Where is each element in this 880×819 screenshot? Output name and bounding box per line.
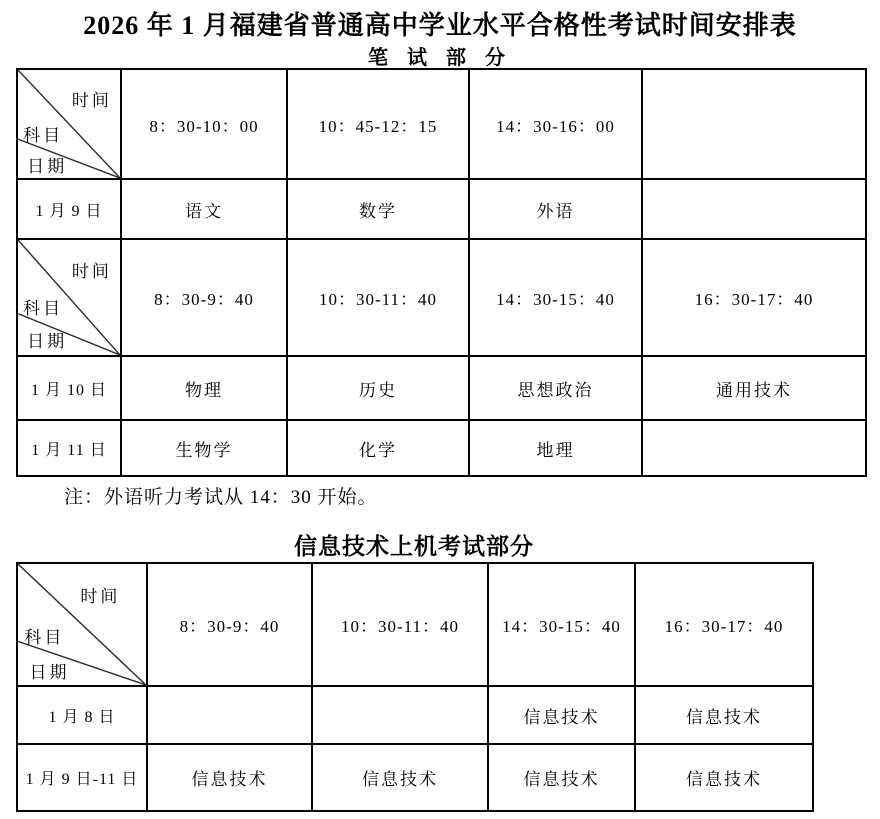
it-subject-cell: 信息技术 (312, 744, 488, 811)
it-subject-cell: 信息技术 (635, 686, 813, 744)
written-subject-cell: 思想政治 (469, 356, 642, 420)
written-time-slot-empty (642, 69, 866, 179)
it-time-slot: 10：30-11：40 (312, 563, 488, 686)
written-time-slot: 16：30-17：40 (642, 239, 866, 356)
it-subject-cell: 信息技术 (488, 744, 635, 811)
written-subject-cell-empty (642, 420, 866, 476)
written-day-row (17, 179, 866, 239)
it-subject-cell: 信息技术 (635, 744, 813, 811)
written-time-slot: 10：30-11：40 (287, 239, 469, 356)
written-header-row-2 (17, 239, 866, 356)
corner-label-date: 日期 (27, 157, 68, 177)
written-subject-cell: 化学 (287, 420, 469, 476)
it-time-slot: 8：30-9：40 (147, 563, 312, 686)
it-day-row (17, 686, 813, 744)
written-date-cell: 1 月 10 日 (17, 356, 121, 420)
it-day-row (17, 744, 813, 811)
written-subject-cell-empty (642, 179, 866, 239)
it-subject-cell: 信息技术 (488, 686, 635, 744)
it-subject-cell-empty (147, 686, 312, 744)
written-header-row-1 (17, 69, 866, 179)
listening-note: 注：外语听力考试从 14：30 开始。 (64, 487, 378, 508)
written-subject-cell: 通用技术 (642, 356, 866, 420)
corner-label-subject: 科目 (23, 299, 64, 319)
page-title: 2026 年 1 月福建省普通高中学业水平合格性考试时间安排表 (83, 11, 797, 40)
corner-label-time: 时间 (71, 91, 112, 111)
written-time-slot: 14：30-15：40 (469, 239, 642, 356)
corner-label-date: 日期 (27, 332, 68, 352)
written-section-title: 笔 试 部 分 (368, 47, 512, 69)
corner-label-time: 时间 (71, 262, 112, 282)
it-exam-table (16, 562, 814, 812)
it-time-slot: 14：30-15：40 (488, 563, 635, 686)
it-subject-cell-empty (312, 686, 488, 744)
written-time-slot: 8：30-9：40 (121, 239, 287, 356)
written-subject-cell: 数学 (287, 179, 469, 239)
written-date-cell: 1 月 11 日 (17, 420, 121, 476)
corner-label-time: 时间 (80, 587, 121, 607)
written-subject-cell: 语文 (121, 179, 287, 239)
it-date-cell: 1 月 9 日-11 日 (17, 744, 147, 811)
it-subject-cell: 信息技术 (147, 744, 312, 811)
written-day-row (17, 356, 866, 420)
written-time-slot: 14：30-16：00 (469, 69, 642, 179)
written-subject-cell: 地理 (469, 420, 642, 476)
written-subject-cell: 历史 (287, 356, 469, 420)
corner-label-subject: 科目 (23, 125, 64, 145)
written-exam-table (16, 68, 867, 477)
corner-header-cell (17, 563, 147, 686)
written-time-slot: 8：30-10：00 (121, 69, 287, 179)
corner-header-cell (17, 239, 121, 356)
written-subject-cell: 物理 (121, 356, 287, 420)
it-section-title: 信息技术上机考试部分 (294, 533, 534, 559)
it-time-slot: 16：30-17：40 (635, 563, 813, 686)
written-subject-cell: 外语 (469, 179, 642, 239)
written-date-cell: 1 月 9 日 (17, 179, 121, 239)
written-time-slot: 10：45-12：15 (287, 69, 469, 179)
it-date-cell: 1 月 8 日 (17, 686, 147, 744)
corner-label-subject: 科目 (24, 628, 65, 648)
it-header-row (17, 563, 813, 686)
written-subject-cell: 生物学 (121, 420, 287, 476)
written-day-row (17, 420, 866, 476)
corner-header-cell (17, 69, 121, 179)
corner-label-date: 日期 (29, 663, 70, 683)
